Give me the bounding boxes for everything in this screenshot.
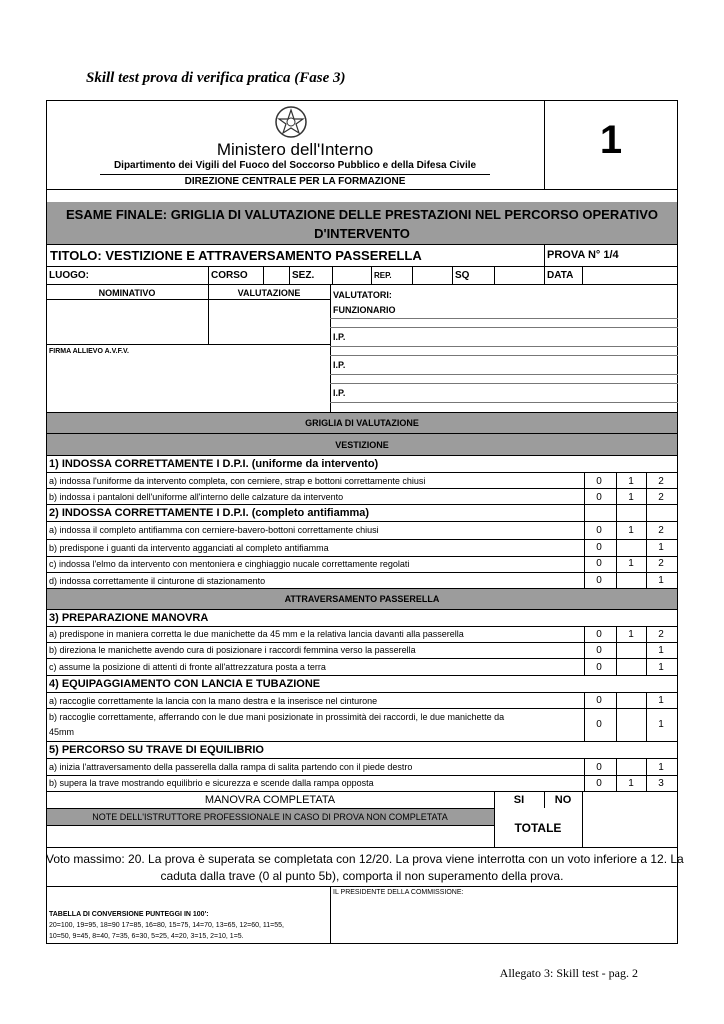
note-label: NOTE DELL'ISTRUTTORE PROFESSIONALE IN CASO DI PROVA NON COMPLETATA [92, 812, 448, 822]
score-col-divider-7 [584, 692, 585, 741]
group-4-title: 4) EQUIPAGGIAMENTO CON LANCIA E TUBAZIONE [49, 678, 321, 690]
info-divider-5 [371, 266, 372, 284]
ip-label-2: I.P. [333, 360, 346, 370]
valutatori-label: VALUTATORI: [333, 290, 392, 300]
note-line [46, 825, 494, 826]
score-5a-2: 1 [658, 762, 664, 773]
exam-title: TITOLO: VESTIZIONE E ATTRAVERSAMENTO PASSERELLA [50, 248, 422, 263]
score-5b-0: 0 [596, 778, 602, 789]
group-2-title: 2) INDOSSA CORRETTAMENTE I D.P.I. (completo antifiamma) [49, 507, 370, 519]
score-3c-2: 1 [658, 662, 664, 673]
score-2d-0: 0 [596, 575, 602, 586]
item-4b: b) raccoglie correttamente, afferrando con le due mani posizionate in prossimità dei raccordi, le due manichette da [49, 712, 505, 722]
score-col-divider-4 [584, 626, 585, 675]
evaluator-line-2 [330, 327, 678, 328]
score-4b-0: 0 [596, 719, 602, 730]
info-divider-9 [582, 266, 583, 284]
item-2c: c) indossa l'elmo da intervento con mentoniera e cinghiaggio nucale correttamente regolati [49, 559, 410, 569]
group-1-title: 1) INDOSSA CORRETTAMENTE I D.P.I. (uniforme da intervento) [49, 458, 379, 470]
rules-line-2: caduta dalla trave (0 al punto 5b), comporta il non superamento della prova. [160, 869, 564, 883]
item-3a: a) predispone in maniera corretta le due manichette da 45 mm e la relativa lancia davanti alla passerella [49, 629, 464, 639]
score-col-divider-9 [646, 692, 647, 741]
score-col-divider-11 [616, 758, 617, 791]
score-2c-2: 2 [658, 558, 664, 569]
si-label: SI [513, 794, 525, 806]
totale-bottom-line [46, 847, 678, 848]
no-label: NO [554, 794, 572, 806]
republic-emblem-icon [273, 104, 309, 140]
grid-heading: GRIGLIA DI VALUTAZIONE [305, 418, 419, 428]
score-3a-2: 2 [658, 629, 664, 640]
item-5b: b) supera la trave mostrando equilibrio e sicurezza e scende dalla rampa opposta [49, 778, 374, 788]
rules-bottom-line [46, 886, 678, 887]
evaluator-line-7 [330, 402, 678, 403]
page-number: 1 [599, 118, 623, 162]
tabella-line-2: 10=50, 9=45, 8=40, 7=35, 6=30, 5=25, 4=20, 3=15, 2=10, 1=5. [49, 933, 244, 940]
score-col-divider-5 [616, 626, 617, 675]
title-bottom-line [46, 266, 678, 267]
g3c-line [46, 675, 678, 676]
sq-label: SQ [455, 270, 470, 281]
manovra-completata-label: MANOVRA COMPLETATA [204, 794, 336, 806]
presidente-label: IL PRESIDENTE DELLA COMMISSIONE: [333, 889, 464, 896]
info-divider-1 [208, 266, 209, 284]
evaluator-line-4 [330, 355, 678, 356]
ip-label-3: I.P. [333, 388, 346, 398]
item-1a: a) indossa l'uniforme da intervento completa, con cerniere, strap e bottoni correttamente chiusi [49, 476, 426, 486]
luogo-label: LUOGO: [49, 270, 89, 281]
info-divider-6 [412, 266, 413, 284]
score-1a-1: 1 [628, 476, 634, 487]
score-col-divider-1 [584, 472, 585, 588]
score-1b-2: 2 [658, 492, 664, 503]
sez-label: SEZ. [292, 270, 315, 281]
exam-banner-line2: D'INTERVENTO [314, 226, 410, 241]
tabella-line-1: 20=100, 19=95, 18=90 17=85, 16=80, 15=75, 14=70, 13=65, 12=60, 11=55, [49, 922, 284, 929]
passerella-heading: ATTRAVERSAMENTO PASSERELLA [284, 594, 440, 604]
score-1b-0: 0 [596, 492, 602, 503]
rep-label: REP. [374, 271, 392, 280]
vestizione-line [46, 455, 678, 456]
funzionario-label: FUNZIONARIO [333, 305, 396, 315]
score-2b-2: 1 [658, 542, 664, 553]
score-3b-2: 1 [658, 645, 664, 656]
item-5a: a) inizia l'attraversamento della passerella dalla rampa di salita partendo con il piede destro [49, 762, 413, 772]
score-col-divider-2 [616, 472, 617, 588]
evaluator-line-3 [330, 346, 678, 347]
totale-label: TOTALE [514, 821, 562, 835]
candidate-divider-1 [208, 284, 209, 344]
firma-allievo-label: FIRMA ALLIEVO A.V.F.V. [49, 348, 129, 355]
manovra-divider-3 [582, 791, 583, 847]
score-2c-1: 1 [628, 558, 634, 569]
item-2a: a) indossa il completo antifiamma con cerniere-bavero-bottoni correttamente chiusi [49, 525, 379, 535]
score-1a-2: 2 [658, 476, 664, 487]
corso-label: CORSO [211, 270, 248, 281]
rules-line-1: Voto massimo: 20. La prova è superata se completata con 12/20. La prova viene interrotta con un voto inferiore a 12. La [46, 852, 684, 866]
vestizione-heading: VESTIZIONE [335, 440, 389, 450]
score-2d-2: 1 [658, 575, 664, 586]
score-5a-0: 0 [596, 762, 602, 773]
valutazione-label: VALUTAZIONE [237, 288, 301, 298]
page-footer: Allegato 3: Skill test - pag. 2 [499, 966, 638, 980]
score-col-divider-3 [646, 472, 647, 588]
item-1b: b) indossa i pantaloni dell'uniforme all'interno delle calzature da intervento [49, 492, 344, 502]
title-divider [544, 244, 545, 284]
evaluator-line-1 [330, 318, 678, 319]
candidate-header-line [46, 299, 330, 300]
item-3b: b) direziona le manichette avendo cura di posizionare i raccordi femmina verso la passerella [49, 645, 416, 655]
info-divider-4 [332, 266, 333, 284]
info-divider-2 [263, 266, 264, 284]
score-2b-0: 0 [596, 542, 602, 553]
score-col-divider-12 [646, 758, 647, 791]
g4b-line [46, 741, 678, 742]
info-divider-8 [494, 266, 495, 284]
score-2a-1: 1 [628, 525, 634, 536]
group-5-title: 5) PERCORSO SU TRAVE DI EQUILIBRIO [49, 744, 264, 756]
score-4a-0: 0 [596, 695, 602, 706]
info-bottom-line [46, 284, 678, 285]
data-label: DATA [547, 270, 574, 281]
score-col-divider-10 [584, 758, 585, 791]
department-underline [100, 174, 490, 175]
exam-banner-line1: ESAME FINALE: GRIGLIA DI VALUTAZIONE DELLE PRESTAZIONI NEL PERCORSO OPERATIVO [65, 207, 658, 222]
score-5b-1: 1 [628, 778, 634, 789]
info-divider-3 [289, 266, 290, 284]
item-4a: a) raccoglie correttamente la lancia con la mano destra e la inserisce nel cinturone [49, 696, 378, 706]
item-3c: c) assume la posizione di attenti di fronte all'attrezzatura posta a terra [49, 662, 326, 672]
score-3c-0: 0 [596, 662, 602, 673]
candidate-divider-2 [330, 284, 331, 412]
item-2b: b) predispone i guanti da intervento agganciati al completo antifiamma [49, 543, 329, 553]
evaluator-line-6 [330, 383, 678, 384]
score-1b-1: 1 [628, 492, 634, 503]
score-2a-0: 0 [596, 525, 602, 536]
nominativo-label: NOMINATIVO [98, 288, 156, 298]
ministry-name: Ministero dell'Interno [216, 140, 374, 159]
score-4b-2: 1 [658, 719, 664, 730]
score-1a-0: 0 [596, 476, 602, 487]
score-3a-1: 1 [628, 629, 634, 640]
candidate-bottom-line [46, 344, 330, 345]
score-3b-0: 0 [596, 645, 602, 656]
item-4b-cont: 45mm [49, 727, 75, 737]
direction-name: DIREZIONE CENTRALE PER LA FORMAZIONE [184, 176, 406, 187]
score-col-divider-8 [616, 692, 617, 741]
score-3a-0: 0 [596, 629, 602, 640]
score-4a-2: 1 [658, 695, 664, 706]
department-name: Dipartimento dei Vigili del Fuoco del Soccorso Pubblico e della Difesa Civile [113, 160, 477, 171]
g5b-line [46, 791, 678, 792]
bottom-divider [330, 886, 331, 944]
item-2d: d) indossa correttamente il cinturone di stazionamento [49, 576, 266, 586]
tabella-title: TABELLA DI CONVERSIONE PUNTEGGI IN 100': [49, 911, 209, 918]
banner-bottom-line [46, 244, 678, 245]
letterhead-bottom-line [46, 189, 678, 190]
prova-number: PROVA N° 1/4 [547, 249, 619, 261]
group-3-title: 3) PREPARAZIONE MANOVRA [49, 612, 209, 624]
score-col-divider-6 [646, 626, 647, 675]
evaluator-line-5 [330, 374, 678, 375]
info-divider-7 [452, 266, 453, 284]
score-5b-2: 3 [658, 778, 664, 789]
document-header-title: Skill test prova di verifica pratica (Fase 3) [86, 70, 346, 86]
score-2c-0: 0 [596, 558, 602, 569]
ip-label-1: I.P. [333, 332, 346, 342]
score-2a-2: 2 [658, 525, 664, 536]
passerella-line [46, 609, 678, 610]
